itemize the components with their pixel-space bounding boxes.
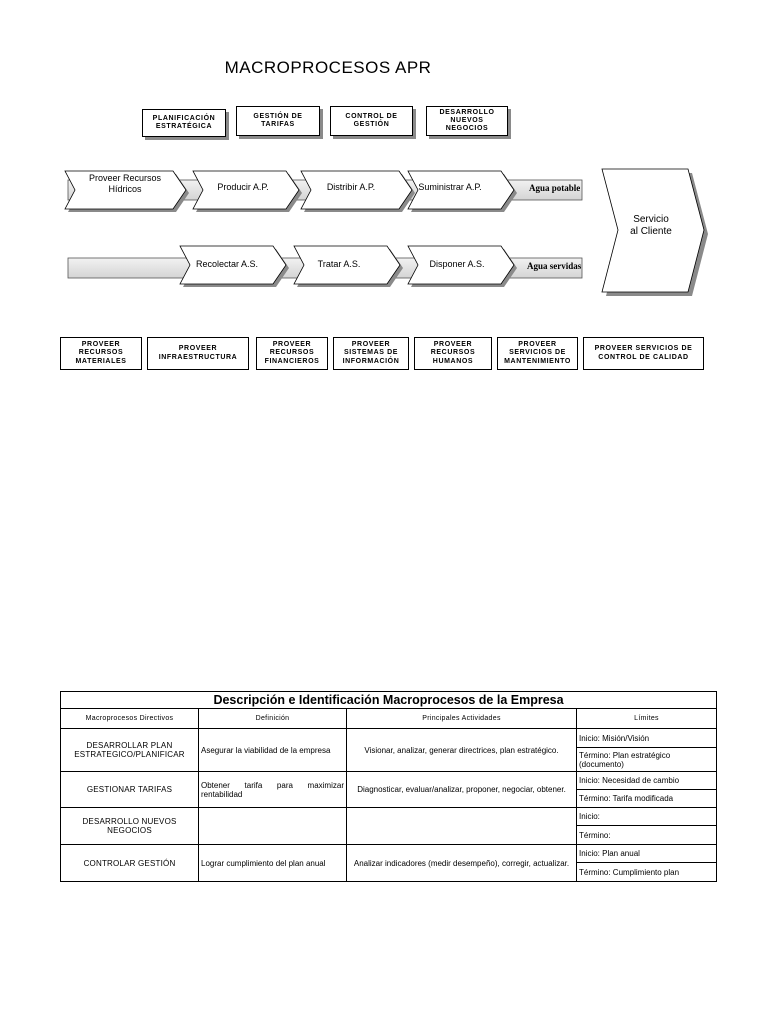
- value-chain-diagram: [0, 0, 768, 320]
- chevron-label-suministrar: Suministrar A.P.: [418, 181, 482, 192]
- table-row: [61, 845, 717, 863]
- cell-limit-start: Inicio: Necesidad de cambio: [577, 772, 717, 790]
- cell-limit-start: Inicio:: [577, 808, 717, 826]
- cell-definicion: [199, 808, 347, 845]
- chevron-label-disponer: Disponer A.S.: [429, 258, 485, 269]
- header-actividades: Principales Actividades: [347, 709, 577, 729]
- support-box-financieros: PROVEER RECURSOS FINANCIEROS: [256, 337, 328, 370]
- strategic-box-planificacion: PLANIFICACIÓN ESTRATÉGICA: [142, 109, 226, 137]
- cell-actividades: Diagnosticar, evaluar/analizar, proponer, negociar, obtener.: [347, 772, 577, 808]
- cell-actividades: Visionar, analizar, generar directrices, plan estratégico.: [347, 729, 577, 772]
- strategic-box-gestion-tarifas: GESTIÓN DE TARIFAS: [236, 106, 320, 136]
- header-definicion: Definición: [199, 709, 347, 729]
- cell-definicion: Asegurar la viabilidad de la empresa: [199, 729, 347, 772]
- cell-limit-start: Inicio: Misión/Visión: [577, 729, 717, 748]
- chevron-label-distribuir: Distribir A.P.: [326, 181, 376, 192]
- cell-macroproceso: DESARROLLO NUEVOS NEGOCIOS: [61, 808, 199, 845]
- table-title: Descripción e Identificación Macroprocesos de la Empresa: [61, 692, 717, 709]
- chevron-label-recolectar: Recolectar A.S.: [195, 258, 259, 269]
- cell-actividades: [347, 808, 577, 845]
- table-row: [61, 808, 717, 826]
- cell-limit-end: Término:: [577, 826, 717, 845]
- cell-macroproceso: CONTROLAR GESTIÓN: [61, 845, 199, 882]
- table-row: [61, 772, 717, 790]
- macroprocess-table: [60, 691, 717, 882]
- cell-limit-end: Término: Tarifa modificada: [577, 790, 717, 808]
- support-box-sistemas-informacion: PROVEER SISTEMAS DE INFORMACIÓN: [333, 337, 409, 370]
- support-box-humanos: PROVEER RECURSOS HUMANOS: [414, 337, 492, 370]
- support-box-control-calidad: PROVEER SERVICIOS DE CONTROL DE CALIDAD: [583, 337, 704, 370]
- support-box-materiales: PROVEER RECURSOS MATERIALES: [60, 337, 142, 370]
- header-limites: Límites: [577, 709, 717, 729]
- support-box-infraestructura: PROVEER INFRAESTRUCTURA: [147, 337, 249, 370]
- chevron-label-proveer-recursos: Proveer Recursos Hídricos: [88, 173, 162, 194]
- cell-limit-start: Inicio: Plan anual: [577, 845, 717, 863]
- header-macroprocesos: Macroprocesos Directivos: [61, 709, 199, 729]
- cell-limit-end: Término: Plan estratégico (documento): [577, 748, 717, 772]
- cell-definicion: Lograr cumplimiento del plan anual: [199, 845, 347, 882]
- cell-limit-end: Término: Cumplimiento plan: [577, 863, 717, 882]
- cell-definicion: Obtener tarifa para maximizar rentabilidad: [199, 772, 347, 808]
- support-box-mantenimiento: PROVEER SERVICIOS DE MANTENIMIENTO: [497, 337, 578, 370]
- cell-macroproceso: GESTIONAR TARIFAS: [61, 772, 199, 808]
- wastewater-label: Agua servidas: [527, 261, 582, 271]
- cell-macroproceso: DESARROLLAR PLAN ESTRATEGICO/PLANIFICAR: [61, 729, 199, 772]
- strategic-box-nuevos-negocios: DESARROLLO NUEVOS NEGOCIOS: [426, 106, 508, 136]
- strategic-box-control-gestion: CONTROL DE GESTIÓN: [330, 106, 413, 136]
- service-client-label: Servicio al Cliente: [630, 214, 672, 237]
- cell-actividades: Analizar indicadores (medir desempeño), corregir, actualizar.: [347, 845, 577, 882]
- chevron-label-tratar: Tratar A.S.: [317, 258, 361, 269]
- page-title: MACROPROCESOS APR: [224, 58, 432, 77]
- table-row: [61, 729, 717, 748]
- chevron-label-producir: Producir A.P.: [217, 181, 269, 192]
- potable-water-label: Agua potable: [529, 183, 581, 193]
